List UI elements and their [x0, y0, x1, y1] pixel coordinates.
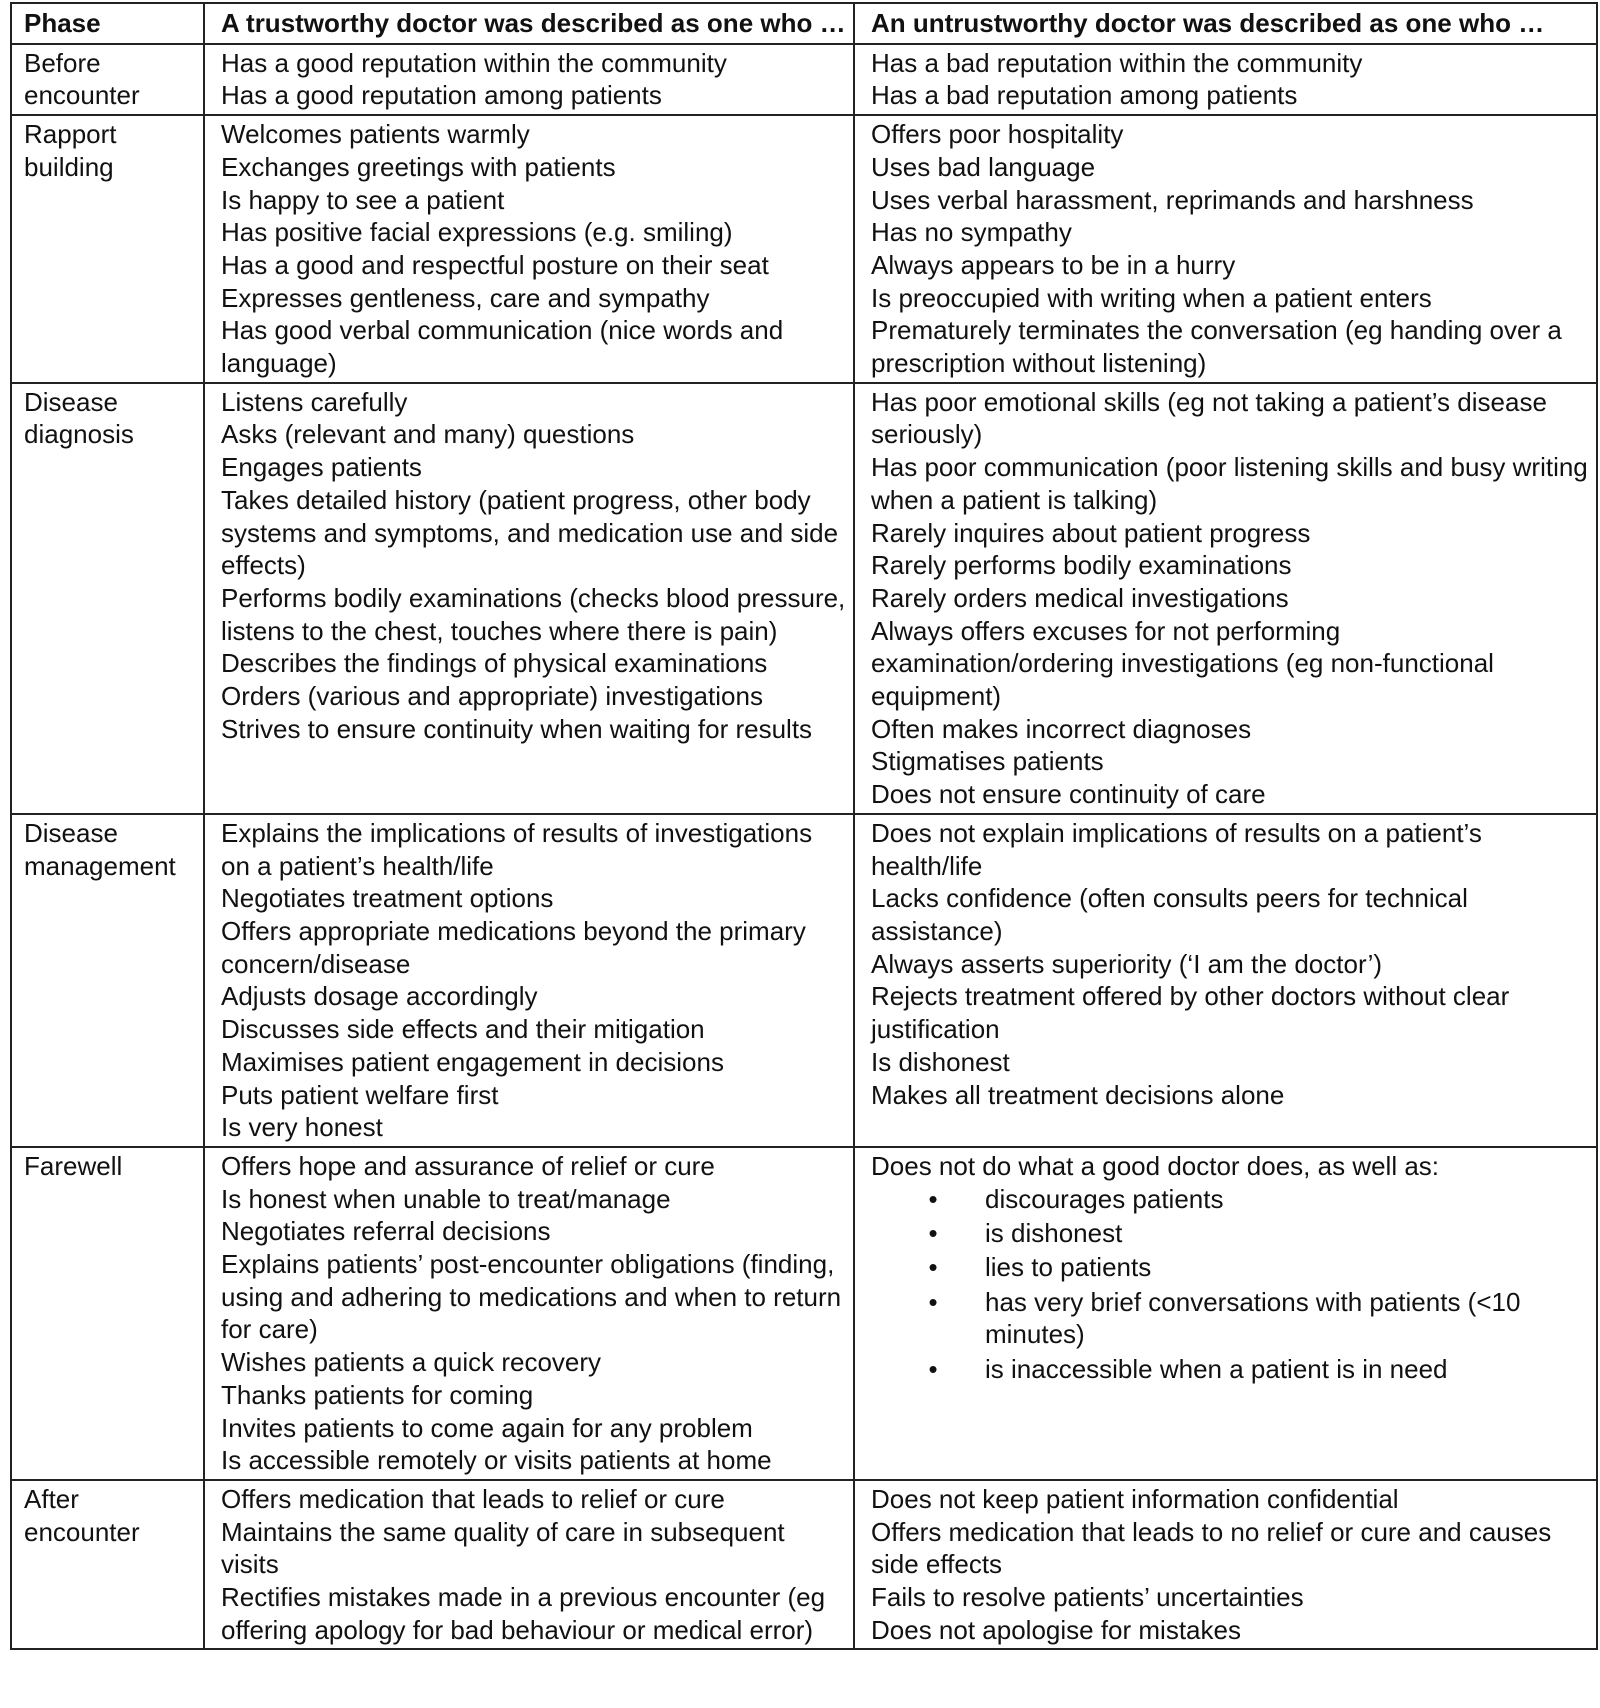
untrustworthy-item: Stigmatises patients	[871, 746, 1104, 777]
untrustworthy-cell	[854, 115, 1597, 383]
bullet-icon: •	[928, 1217, 938, 1248]
bullet-text: is dishonest	[985, 1217, 1123, 1248]
untrustworthy-item: Has a bad reputation among patients	[871, 80, 1298, 111]
trustworthy-item: Describes the findings of physical examinations	[221, 648, 768, 679]
trustworthy-item: Negotiates referral decisions	[221, 1216, 551, 1247]
untrustworthy-item: Offers poor hospitality	[871, 119, 1124, 150]
trustworthy-item: Offers appropriate medications beyond the primary concern/disease	[221, 915, 806, 979]
trustworthy-item: Offers medication that leads to relief or cure	[221, 1483, 725, 1514]
untrustworthy-item: Uses bad language	[871, 151, 1096, 182]
untrustworthy-cell	[854, 383, 1597, 814]
trustworthy-item: Is very honest	[221, 1112, 383, 1143]
trustworthy-item: Maximises patient engagement in decisions	[221, 1046, 724, 1077]
trustworthy-item: Listens carefully	[221, 386, 408, 417]
trustworthy-item: Is honest when unable to treat/manage	[221, 1183, 671, 1214]
untrustworthy-item: Always appears to be in a hurry	[871, 249, 1236, 280]
table-row	[11, 1480, 1597, 1650]
untrustworthy-cell	[854, 1480, 1597, 1650]
trustworthy-item: Expresses gentleness, care and sympathy	[221, 282, 710, 313]
trustworthy-item: Exchanges greetings with patients	[221, 151, 616, 182]
untrustworthy-item: Rarely orders medical investigations	[871, 582, 1289, 613]
phase-cell: Rapport building	[11, 115, 204, 383]
untrustworthy-item: Prematurely terminates the conversation (eg handing over a prescription without listening)	[871, 315, 1562, 379]
list-item	[871, 1251, 1590, 1284]
trustworthy-item: Engages patients	[221, 452, 422, 483]
trustworthy-item: Has good verbal communication (nice words and language)	[221, 315, 784, 379]
trustworthy-item: Performs bodily examinations (checks blood pressure, listens to the chest, touches where there is pain)	[221, 582, 846, 646]
phase-cell: After encounter	[11, 1480, 204, 1650]
untrustworthy-item: Rarely inquires about patient progress	[871, 517, 1311, 548]
untrustworthy-item: Lacks confidence (often consults peers for technical assistance)	[871, 883, 1468, 946]
untrustworthy-item: Often makes incorrect diagnoses	[871, 713, 1252, 744]
untrustworthy-item: Always offers excuses for not performing examination/ordering investigations (eg non-functional equipment)	[871, 615, 1494, 712]
trustworthy-item: Takes detailed history (patient progress, other body systems and symptoms, and medication use and side effects)	[221, 484, 839, 581]
list-item	[871, 1217, 1590, 1250]
trust-table	[10, 2, 1598, 1650]
bullet-icon: •	[928, 1353, 938, 1384]
trustworthy-item: Is happy to see a patient	[221, 184, 505, 215]
trustworthy-item: Puts patient welfare first	[221, 1079, 499, 1110]
untrustworthy-cell	[854, 814, 1597, 1147]
trustworthy-item: Has a good reputation among patients	[221, 80, 662, 111]
list-item	[871, 1353, 1590, 1386]
untrustworthy-item: Uses verbal harassment, reprimands and harshness	[871, 184, 1474, 215]
header-phase: Phase	[11, 3, 204, 44]
bullet-text: discourages patients	[985, 1183, 1224, 1214]
untrustworthy-item: Has poor communication (poor listening skills and busy writing when a patient is talking)	[871, 452, 1588, 515]
bullet-icon: •	[928, 1183, 938, 1214]
trustworthy-item: Maintains the same quality of care in subsequent visits	[221, 1516, 785, 1580]
trustworthy-item: Explains the implications of results of investigations on a patient’s health/life	[221, 817, 813, 881]
bullet-icon: •	[928, 1286, 938, 1317]
trustworthy-item: Discusses side effects and their mitigation	[221, 1014, 705, 1045]
bullet-text: lies to patients	[985, 1252, 1152, 1283]
trustworthy-cell	[204, 1480, 854, 1650]
trustworthy-item: Wishes patients a quick recovery	[221, 1347, 602, 1378]
untrustworthy-cell	[854, 44, 1597, 115]
phase-cell: Before encounter	[11, 44, 204, 115]
untrustworthy-item: Has no sympathy	[871, 217, 1072, 248]
phase-cell: Disease management	[11, 814, 204, 1147]
trustworthy-item: Has positive facial expressions (e.g. smiling)	[221, 217, 733, 248]
untrustworthy-intro: Does not do what a good doctor does, as well as:	[871, 1150, 1440, 1181]
trustworthy-item: Rectifies mistakes made in a previous encounter (eg offering apology for bad behaviour or medical error)	[221, 1582, 826, 1645]
table-row	[11, 1147, 1597, 1480]
untrustworthy-item: Rarely performs bodily examinations	[871, 550, 1292, 581]
bullet-text: has very brief conversations with patients (<10 minutes)	[985, 1286, 1521, 1350]
untrustworthy-item: Is preoccupied with writing when a patient enters	[871, 282, 1432, 313]
untrustworthy-bullet-list	[871, 1183, 1590, 1386]
trustworthy-cell	[204, 1147, 854, 1480]
phase-cell: Disease diagnosis	[11, 383, 204, 814]
table-row	[11, 44, 1597, 115]
trustworthy-item: Is accessible remotely or visits patients at home	[221, 1445, 772, 1476]
header-untrustworthy: An untrustworthy doctor was described as one who …	[854, 3, 1597, 44]
trustworthy-item: Negotiates treatment options	[221, 883, 554, 914]
trustworthy-item: Thanks patients for coming	[221, 1379, 534, 1410]
trustworthy-cell	[204, 44, 854, 115]
trustworthy-item: Orders (various and appropriate) investigations	[221, 681, 763, 712]
list-item	[871, 1286, 1590, 1351]
trustworthy-item: Has a good and respectful posture on their seat	[221, 249, 769, 280]
trustworthy-item: Welcomes patients warmly	[221, 119, 530, 150]
untrustworthy-item: Has poor emotional skills (eg not taking a patient’s disease seriously)	[871, 386, 1547, 450]
trustworthy-item: Strives to ensure continuity when waiting for results	[221, 713, 813, 744]
trustworthy-cell	[204, 814, 854, 1147]
trustworthy-item: Asks (relevant and many) questions	[221, 419, 635, 450]
table-row	[11, 115, 1597, 383]
trustworthy-item: Adjusts dosage accordingly	[221, 981, 538, 1012]
header-trustworthy: A trustworthy doctor was described as one who …	[204, 3, 854, 44]
untrustworthy-item: Does not apologise for mistakes	[871, 1614, 1241, 1645]
untrustworthy-item: Rejects treatment offered by other doctors without clear justification	[871, 981, 1510, 1045]
untrustworthy-item: Makes all treatment decisions alone	[871, 1079, 1285, 1110]
trustworthy-item: Explains patients’ post-encounter obligations (finding, using and adhering to medications and when to return for care)	[221, 1249, 842, 1345]
trustworthy-cell	[204, 115, 854, 383]
list-item	[871, 1183, 1590, 1216]
untrustworthy-item: Fails to resolve patients’ uncertainties	[871, 1582, 1304, 1613]
untrustworthy-item: Has a bad reputation within the community	[871, 47, 1363, 78]
trustworthy-item: Offers hope and assurance of relief or cure	[221, 1150, 715, 1181]
untrustworthy-cell	[854, 1147, 1597, 1480]
header-row	[11, 3, 1597, 44]
untrustworthy-item: Always asserts superiority (‘I am the doctor’)	[871, 948, 1383, 979]
untrustworthy-item: Does not explain implications of results on a patient’s health/life	[871, 817, 1482, 881]
untrustworthy-item: Is dishonest	[871, 1046, 1010, 1077]
phase-cell: Farewell	[11, 1147, 204, 1480]
bullet-text: is inaccessible when a patient is in need	[985, 1353, 1448, 1384]
untrustworthy-item: Does not keep patient information confidential	[871, 1483, 1399, 1514]
table-row	[11, 814, 1597, 1147]
untrustworthy-item: Does not ensure continuity of care	[871, 779, 1266, 810]
bullet-icon: •	[928, 1252, 938, 1283]
trustworthy-item: Has a good reputation within the community	[221, 47, 727, 78]
trustworthy-item: Invites patients to come again for any problem	[221, 1412, 753, 1443]
trustworthy-cell	[204, 383, 854, 814]
untrustworthy-item: Offers medication that leads to no relief or cure and causes side effects	[871, 1516, 1552, 1580]
table-row	[11, 383, 1597, 814]
